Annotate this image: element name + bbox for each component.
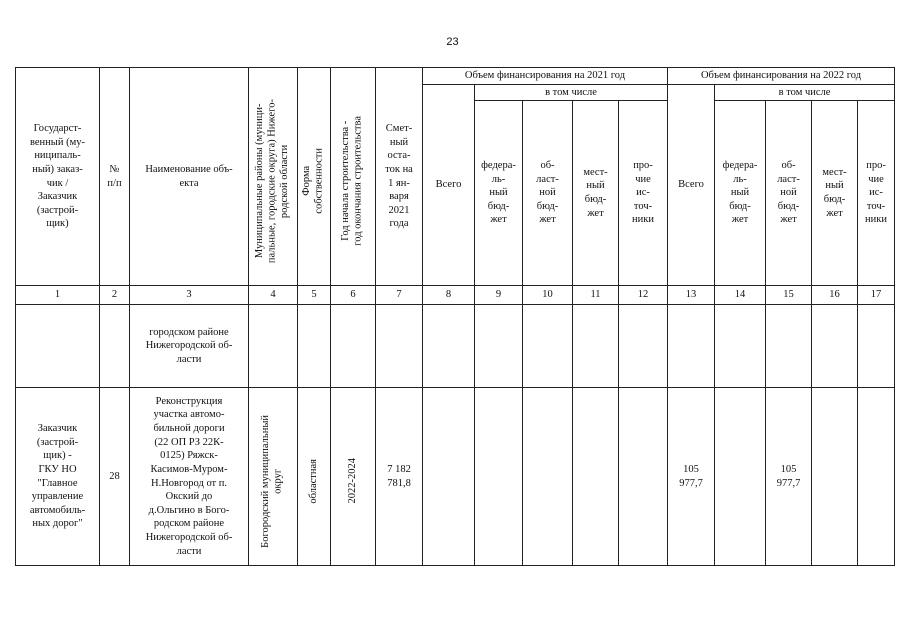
header-including-2021: в том числе — [475, 85, 668, 101]
header-municipality: Муниципальные районы (муници- пальные, городские округа) Нижего- родской области — [254, 98, 291, 264]
table-cell-empty — [475, 388, 523, 566]
header-object-name: Наименование объ- екта — [130, 68, 249, 286]
row-28-regional-2022: 105 977,7 — [766, 388, 812, 566]
table-cell-empty — [298, 305, 331, 388]
table-row-28 — [16, 388, 895, 566]
table-cell-empty — [715, 388, 766, 566]
table-cell-empty — [715, 305, 766, 388]
continuation-object-name: городском районе Нижегородской об- ласти — [130, 305, 249, 388]
table-cell-empty — [249, 305, 298, 388]
header-fin-2021: Объем финансирования на 2021 год — [423, 68, 668, 85]
header-federal-2022: федера- ль- ный бюд- жет — [715, 101, 766, 286]
column-number: 3 — [130, 286, 249, 305]
header-years-cell — [331, 68, 376, 286]
column-number: 5 — [298, 286, 331, 305]
column-number: 6 — [331, 286, 376, 305]
row-28-estimate: 7 182 781,8 — [376, 388, 423, 566]
column-number: 9 — [475, 286, 523, 305]
table-cell-empty — [523, 305, 573, 388]
table-cell-empty — [619, 388, 668, 566]
header-federal-2021: федера- ль- ный бюд- жет — [475, 101, 523, 286]
table-cell-empty — [475, 305, 523, 388]
header-local-2021: мест- ный бюд- жет — [573, 101, 619, 286]
table-cell-empty — [16, 305, 100, 388]
column-number: 16 — [812, 286, 858, 305]
column-number: 4 — [249, 286, 298, 305]
page-number: 23 — [446, 36, 459, 48]
table-cell-empty — [423, 305, 475, 388]
row-28-ownership-cell — [298, 388, 331, 566]
row-28-years-cell — [331, 388, 376, 566]
continuation-row — [16, 305, 895, 388]
header-fin-2022: Объем финансирования на 2022 год — [668, 68, 895, 85]
table-cell-empty — [766, 305, 812, 388]
column-number: 8 — [423, 286, 475, 305]
column-number: 10 — [523, 286, 573, 305]
row-28-ownership: областная — [307, 458, 319, 504]
table-cell-empty — [668, 305, 715, 388]
financing-table — [15, 67, 895, 566]
header-estimate: Смет- ный оста- ток на 1 ян- варя 2021 года — [376, 68, 423, 286]
header-total-2022: Всего — [668, 85, 715, 286]
table-cell-empty — [812, 305, 858, 388]
row-28-num: 28 — [100, 388, 130, 566]
header-ownership: Форма собственности — [301, 148, 325, 214]
header-row-1 — [16, 68, 895, 85]
row-28-municipality: Богородский муниципальный округ — [260, 414, 284, 548]
table-cell-empty — [331, 305, 376, 388]
table-cell-empty — [619, 305, 668, 388]
column-number: 11 — [573, 286, 619, 305]
row-28-object-name: Реконструкция участка автомо- бильной дороги (22 ОП РЗ 22К- 0125) Ряжск- Касимов-Муром- Н.Новгород от п. Окский до д.Ольгино в Бого- родском районе Нижегородской об- ласти — [130, 388, 249, 566]
header-total-2021: Всего — [423, 85, 475, 286]
header-ownership-cell — [298, 68, 331, 286]
row-28-years: 2022-2024 — [346, 458, 358, 504]
table-cell-empty — [376, 305, 423, 388]
table-cell-empty — [100, 305, 130, 388]
header-regional-2022: об- ласт- ной бюд- жет — [766, 101, 812, 286]
header-customer: Государст- венный (му- ниципаль- ный) заказ- чик / Заказчик (застрой- щик) — [16, 68, 100, 286]
table-cell-empty — [858, 305, 895, 388]
column-number: 1 — [16, 286, 100, 305]
header-local-2022: мест- ный бюд- жет — [812, 101, 858, 286]
column-number-row — [16, 286, 895, 305]
header-other-2022: про- чие ис- точ- ники — [858, 101, 895, 286]
table-cell-empty — [523, 388, 573, 566]
table-cell-empty — [812, 388, 858, 566]
header-including-2022: в том числе — [715, 85, 895, 101]
header-years: Год начала строительства - год окончания строительства — [340, 116, 364, 246]
table-cell-empty — [573, 388, 619, 566]
row-28-customer: Заказчик (застрой- щик) - ГКУ НО "Главное управление автомобиль- ных дорог" — [16, 388, 100, 566]
header-other-2021: про- чие ис- точ- ники — [619, 101, 668, 286]
row-28-total-2022: 105 977,7 — [668, 388, 715, 566]
column-number: 15 — [766, 286, 812, 305]
table-cell-empty — [423, 388, 475, 566]
table-cell-empty — [858, 388, 895, 566]
column-number: 7 — [376, 286, 423, 305]
column-number: 14 — [715, 286, 766, 305]
column-number: 12 — [619, 286, 668, 305]
table-cell-empty — [573, 305, 619, 388]
column-number: 17 — [858, 286, 895, 305]
header-num: № п/п — [100, 68, 130, 286]
row-28-municipality-cell — [249, 388, 298, 566]
header-regional-2021: об- ласт- ной бюд- жет — [523, 101, 573, 286]
header-municipality-cell — [249, 68, 298, 286]
column-number: 13 — [668, 286, 715, 305]
column-number: 2 — [100, 286, 130, 305]
